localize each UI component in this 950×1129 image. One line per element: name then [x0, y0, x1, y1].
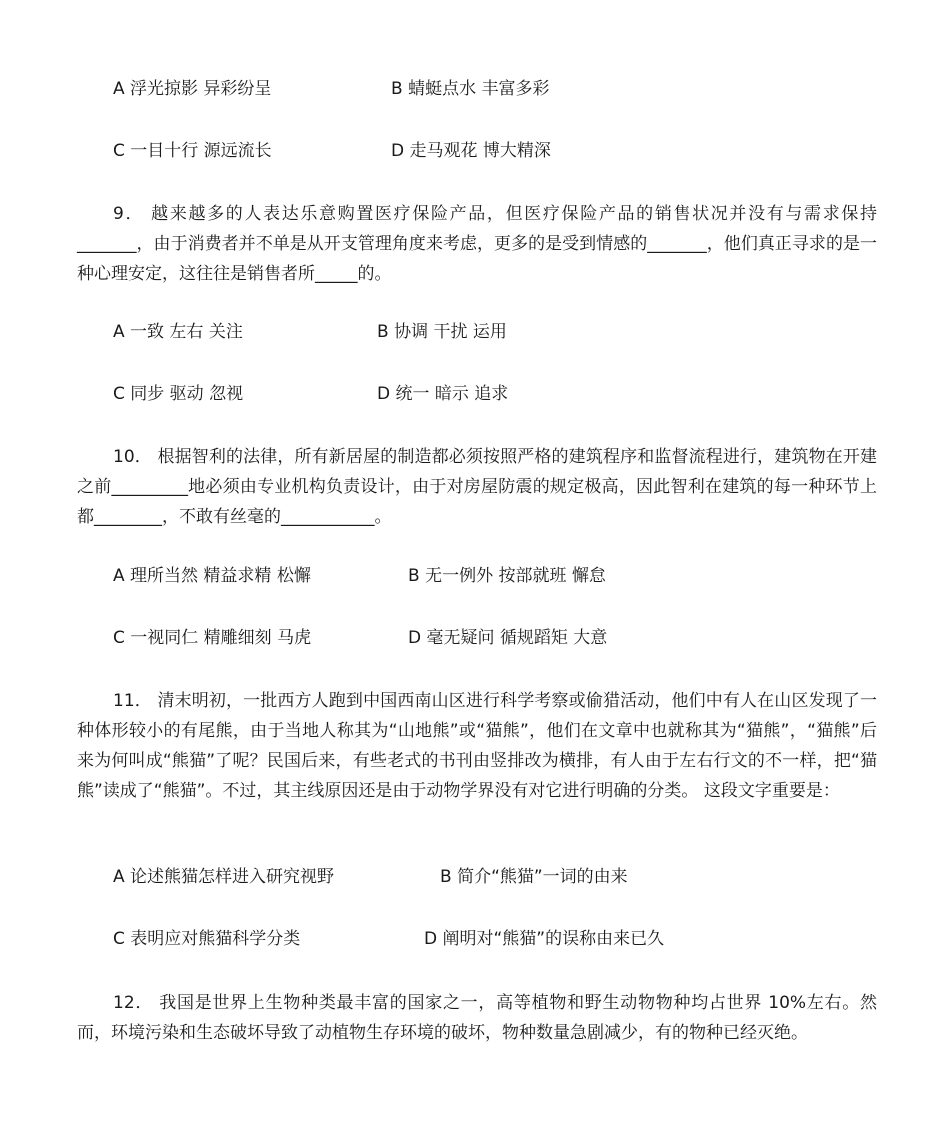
q8-option-b: B 蜻蜓点水 丰富多彩 [391, 79, 550, 99]
q10-question-text: 10． 根据智利的法律，所有新居屋的制造都必须按照严格的建筑程序和监督流程进行，建筑物在开建之前_________地必须由专业机构负责设计，由于对房屋防震的规定极高，因此智利在建筑的每一种环节上都________，不敢有丝毫的___________。 [77, 447, 877, 527]
q10-option-b: B 无一例外 按部就班 懈怠 [408, 566, 606, 586]
q11-question-text: 11． 清末明初，一批西方人跑到中国西南山区进行科学考察或偷猎活动，他们中有人在山区发现了一种体形较小的有尾熊，由于当地人称其为“山地熊”或“猫熊”，他们在文章中也就称其为“猫熊”，“猫熊”后来为何叫成“熊猫”了呢？民国后来，有些老式的书刊由竖排改为横排，有人由于左右行文的不一样，把“猫熊”读成了“熊猫”。不过，其主线原因还是由于动物学界没有对它进行明确的分类。 这段文字重要是： [77, 691, 877, 801]
q10-option-c: C 一视同仁 精雕细刻 马虎 [113, 628, 312, 648]
q11-option-b: B 简介“熊猫”一词的由来 [440, 867, 628, 887]
q10-option-a: A 理所当然 精益求精 松懈 [113, 566, 311, 586]
q12-question-text: 12． 我国是世界上生物种类最丰富的国家之一，高等植物和野生动物物种均占世界 10%左右。然而，环境污染和生态破坏导致了动植物生存环境的破坏，物种数量急剧减少，有的物种已经灭绝。 [77, 993, 877, 1043]
q8-option-d: D 走马观花 博大精深 [391, 141, 551, 161]
q9-option-c: C 同步 驱动 忽视 [113, 384, 244, 404]
q9-option-d: D 统一 暗示 追求 [377, 384, 509, 404]
q9-option-a: A 一致 左右 关注 [113, 322, 243, 342]
q11-option-a: A 论述熊猫怎样进入研究视野 [113, 867, 335, 887]
q8-option-c: C 一目十行 源远流长 [113, 141, 272, 161]
q9-question-text: 9． 越来越多的人表达乐意购置医疗保险产品，但医疗保险产品的销售状况并没有与需求保持_______，由于消费者并不单是从开支管理角度来考虑，更多的是受到情感的_______，他们真正寻求的是一种心理安定，这往往是销售者所_____的。 [77, 204, 877, 284]
q11-option-c: C 表明应对熊猫科学分类 [113, 929, 301, 949]
q8-option-a: A 浮光掠影 异彩纷呈 [113, 79, 272, 99]
q9-option-b: B 协调 干扰 运用 [377, 322, 507, 342]
q11-option-d: D 阐明对“熊猫”的误称由来已久 [424, 929, 665, 949]
q10-option-d: D 毫无疑问 循规蹈矩 大意 [408, 628, 608, 648]
